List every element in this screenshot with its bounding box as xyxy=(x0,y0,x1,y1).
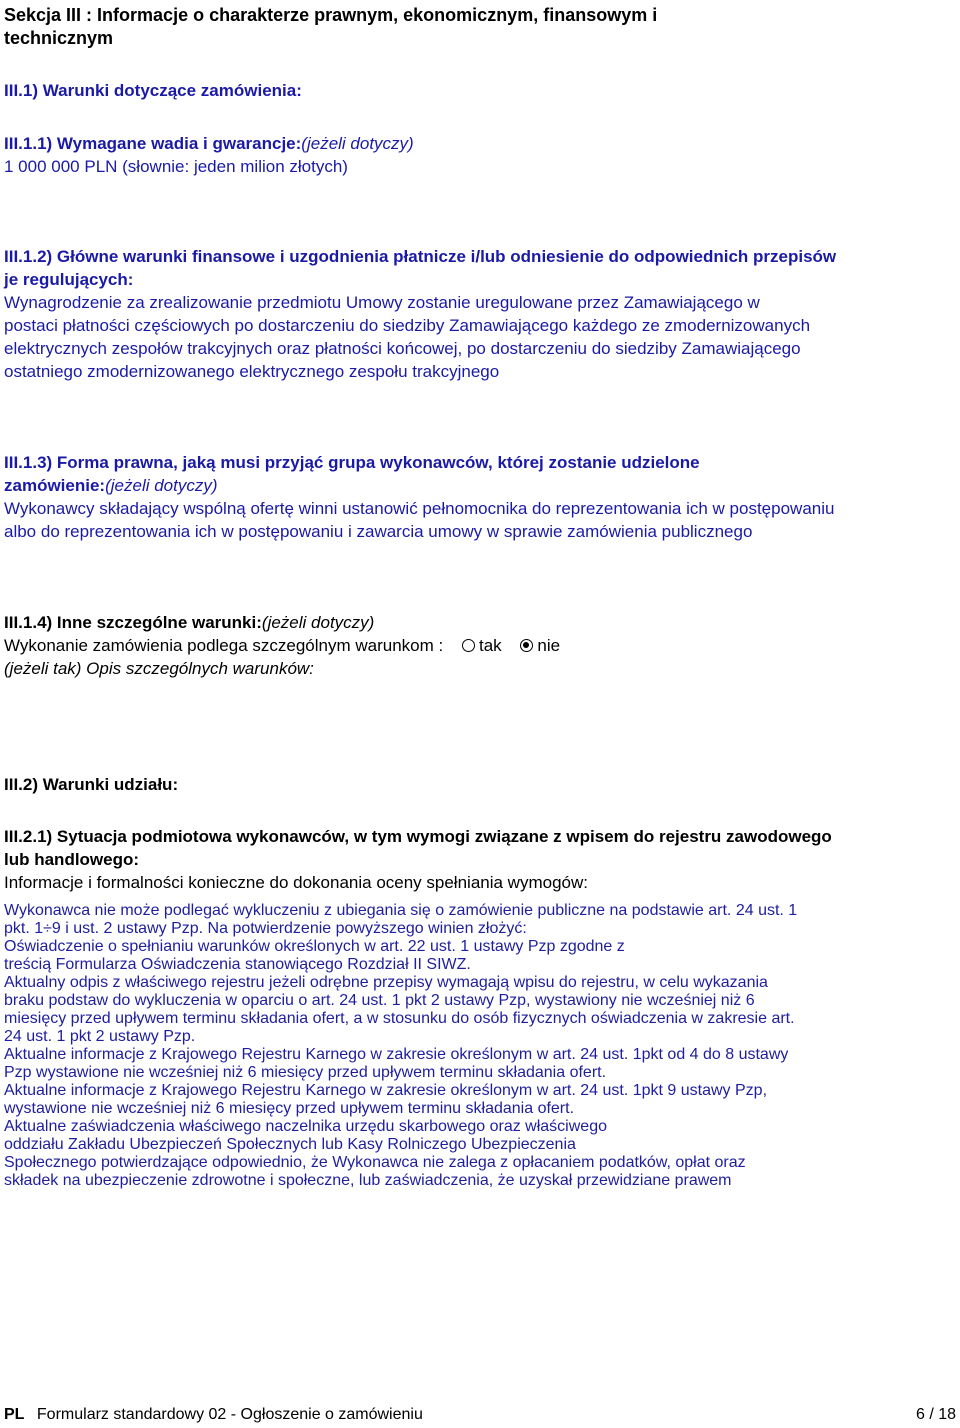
special-conditions-row xyxy=(4,634,956,657)
heading-3-1-2-line1: III.1.2) Główne warunki finansowe i uzgodnienia płatnicze i/lub odniesienie do odpowiednich przepisów xyxy=(4,247,837,266)
radio-tak[interactable] xyxy=(462,639,475,652)
block-3-2-1-text xyxy=(4,902,956,1190)
heading-3-1: III.1) Warunki dotyczące zamówienia: xyxy=(4,81,302,100)
radio-tak-label: tak xyxy=(478,636,502,655)
intro-3-2-1: Informacje i formalności konieczne do dokonania oceny spełniania wymogów: xyxy=(4,873,588,892)
heading-3-2-1-line2: lub handlowego: xyxy=(4,850,140,869)
section-title-line1: Sekcja III : Informacje o charakterze prawnym, ekonomicznym, finansowym i xyxy=(4,5,658,25)
text-3-2-1-line: Wykonawca nie może podlegać wykluczeniu z ubiegania się o zamówienie publiczne na podstawie art. 24 ust. 1 xyxy=(4,902,798,919)
heading-3-2: III.2) Warunki udziału: xyxy=(4,775,179,794)
text-3-2-1-line: składek na ubezpieczenie zdrowotne i społeczne, lub zaświadczenia, że uzyskał przewidziane prawem xyxy=(4,1172,732,1189)
text-3-2-1-line: oddziału Zakładu Ubezpieczeń Społecznych lub Kasy Rolniczego Ubezpieczenia xyxy=(4,1136,576,1153)
section-title xyxy=(4,4,956,50)
text-3-1-2-line: Wynagrodzenie za zrealizowanie przedmiotu Umowy zostanie uregulowane przez Zamawiającego w xyxy=(4,293,760,312)
heading-3-1-3-line1: III.1.3) Forma prawna, jaką musi przyjąć grupa wykonawców, której zostanie udzielone xyxy=(4,453,700,472)
note-3-1-3: (jeżeli dotyczy) xyxy=(105,476,218,495)
special-conditions-desc-label: (jeżeli tak) Opis szczególnych warunków: xyxy=(4,659,314,678)
text-3-2-1-line: Społecznego potwierdzające odpowiednio, że Wykonawca nie zalega z opłacaniem podatków, opłat oraz xyxy=(4,1154,746,1171)
heading-3-2-1-line1: III.2.1) Sytuacja podmiotowa wykonawców, w tym wymogi związane z wpisem do rejestru zawodowego xyxy=(4,827,832,846)
heading-3-1-4: III.1.4) Inne szczególne warunki: xyxy=(4,613,262,632)
radio-nie[interactable] xyxy=(520,639,533,652)
page-footer xyxy=(4,1405,956,1425)
value-3-1-1: 1 000 000 PLN (słownie: jeden milion złotych) xyxy=(4,157,348,176)
footer-page-number: 6 / 18 xyxy=(915,1406,956,1423)
footer-form-name: Formularz standardowy 02 - Ogłoszenie o zamówieniu xyxy=(36,1406,423,1423)
block-3-1-3 xyxy=(4,451,956,543)
block-3-2-1-head xyxy=(4,825,956,894)
text-3-2-1-line: 24 ust. 1 pkt 2 ustawy Pzp. xyxy=(4,1028,196,1045)
special-conditions-question: Wykonanie zamówienia podlega szczególnym warunkom : xyxy=(4,636,444,655)
text-3-1-3-line: albo do reprezentowania ich w postępowaniu i zawarcia umowy w sprawie zamówienia publicznego xyxy=(4,522,753,541)
block-3-1-2 xyxy=(4,245,956,383)
radio-nie-label: nie xyxy=(537,636,561,655)
heading-3-1-1: III.1.1) Wymagane wadia i gwarancje: xyxy=(4,134,302,153)
heading-3-1-2-line2: je regulujących: xyxy=(4,270,134,289)
text-3-1-3-line: Wykonawcy składający wspólną ofertę winni ustanowić pełnomocnika do reprezentowania ich w postępowaniu xyxy=(4,499,835,518)
text-3-2-1-line: Oświadczenie o spełnianiu warunków określonych w art. 22 ust. 1 ustawy Pzp zgodne z xyxy=(4,938,625,955)
text-3-2-1-line: Aktualne informacje z Krajowego Rejestru Karnego w zakresie określonym w art. 24 ust. 1pkt od 4 do 8 ustawy xyxy=(4,1046,789,1063)
text-3-2-1-line: Aktualne zaświadczenia właściwego naczelnika urzędu skarbowego oraz właściwego xyxy=(4,1118,607,1135)
text-3-2-1-line: miesięcy przed upływem terminu składania ofert, a w stosunku do osób fizycznych oświadczenia w zakresie art. xyxy=(4,1010,795,1027)
section-title-line2: technicznym xyxy=(4,28,114,48)
text-3-2-1-line: braku podstaw do wykluczenia w oparciu o art. 24 ust. 1 pkt 2 ustawy Pzp, wystawiony nie wcześniej niż 6 xyxy=(4,992,755,1009)
text-3-2-1-line: pkt. 1÷9 i ust. 2 ustawy Pzp. Na potwierdzenie powyższego winien złożyć: xyxy=(4,920,527,937)
text-3-1-2-line: postaci płatności częściowych po dostarczeniu do siedziby Zamawiającego każdego ze zmodernizowanych xyxy=(4,316,811,335)
text-3-2-1-line: Aktualne informacje z Krajowego Rejestru Karnego w zakresie określonym w art. 24 ust. 1pkt 9 ustawy Pzp, xyxy=(4,1082,768,1099)
block-3-1-1 xyxy=(4,132,956,178)
text-3-1-2-line: ostatniego zmodernizowanego elektrycznego zespołu trakcyjnego xyxy=(4,362,500,381)
note-3-1-1: (jeżeli dotyczy) xyxy=(301,134,414,153)
heading-3-1-3-line2: zamówienie: xyxy=(4,476,106,495)
block-3-1-4 xyxy=(4,611,956,680)
text-3-2-1-line: Aktualny odpis z właściwego rejestru jeżeli odrębne przepisy wymagają wpisu do rejestru, w celu wykazania xyxy=(4,974,768,991)
text-3-2-1-line: Pzp wystawione nie wcześniej niż 6 miesięcy przed upływem terminu składania ofert. xyxy=(4,1064,607,1081)
text-3-2-1-line: treścią Formularza Oświadczenia stanowiącego Rozdział II SIWZ. xyxy=(4,956,471,973)
text-3-2-1-line: wystawione nie wcześniej niż 6 miesięcy przed upływem terminu składania ofert. xyxy=(4,1100,575,1117)
text-3-1-2-line: elektrycznych zespołów trakcyjnych oraz płatności końcowej, po dostarczeniu do siedziby Zamawiającego xyxy=(4,339,801,358)
note-3-1-4: (jeżeli dotyczy) xyxy=(261,613,375,632)
footer-lang: PL xyxy=(4,1406,25,1423)
